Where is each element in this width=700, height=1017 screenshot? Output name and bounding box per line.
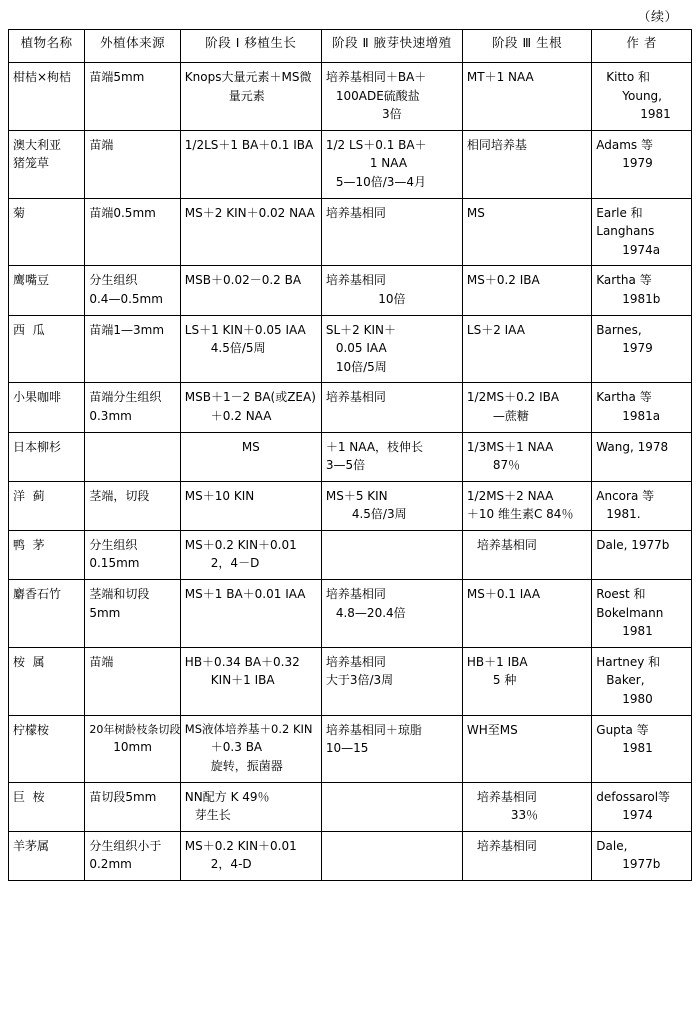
explant-source: 茎端和切段 [89,587,150,602]
explant-source: 茎端，切段 [89,488,150,503]
author-text: 1981 [622,624,653,639]
stage1-text: KIN＋1 IBA [210,673,275,688]
author-text: Bokelmann [596,605,664,620]
table-row [9,198,692,266]
stage3-text: WH至MS [466,722,518,737]
stage3-text: 5 种 [492,673,517,688]
stage3-text: 1/3MS＋1 NAA [466,439,554,454]
stage3-text: HB＋1 IBA [466,654,528,669]
table-row [9,782,692,831]
explant-source: 苗端1—3mm [89,322,165,337]
explant-source: 5mm [89,605,121,620]
plant-name: 小果咖啡 [13,390,62,405]
stage3-text: —蔗糖 [492,408,529,423]
stage1-text: NN配方 K 49％ [184,789,270,804]
continued-marker: （续） [637,10,678,25]
author-text: 1979 [622,341,653,356]
stage2-text: 10—15 [325,741,369,756]
explant-source: 苗端 [89,654,114,669]
stage3-text: 33％ [510,808,539,823]
author-text: 1981 [640,107,671,122]
plant-name: 西 瓜 [13,322,45,337]
author-text: Ancora 等 [596,488,655,503]
stage1-text: MSB＋0.02－0.2 BA [184,273,302,288]
explant-source: 苗切段5mm [89,789,157,804]
table-header-row [9,30,692,63]
table-row [9,831,692,880]
stage3-text: 87％ [492,458,521,473]
stage1-text: Knops大量元素＋MS微 [184,70,312,84]
stage2-text: 大于3倍/3周 [325,673,394,688]
stage1-text: 芽生长 [194,808,231,823]
stage1-text: MS液体培养基＋0.2 KIN [184,721,313,736]
author-text: Baker, [606,673,645,688]
plant-name: 柑桔×枸桔 [13,70,72,84]
stage1-text: 2，4-D [210,857,252,872]
stage1-text: 量元素 [228,88,265,103]
explant-source: 分生组织小于 [89,838,162,853]
author-text: 1974a [622,242,661,257]
stage2-text: 培养基相同 [325,390,386,405]
explant-source: 苗端0.5mm [89,205,156,220]
stage3-text: 培养基相同 [476,838,537,853]
table-row [9,580,692,648]
stage2-text: 10倍 [378,291,406,306]
author-text: 1981a [622,408,661,423]
stage2-text: 5—10倍/3—4月 [335,174,427,189]
stage1-text: MSB＋1－2 BA(或ZEA) [184,390,316,405]
author-text: 1979 [622,156,653,171]
explant-source: 10mm [113,739,152,754]
author-text: Hartney 和 [596,654,661,669]
stage1-text: LS＋1 KIN＋0.05 IAA [184,322,306,337]
explant-source: 苗端 [89,137,114,152]
plant-name: 澳大利亚 [13,137,62,152]
stage2-text: 培养基相同 [325,205,386,220]
plant-name: 麝香石竹 [13,587,62,602]
table-row [9,63,692,131]
table-row [9,481,692,530]
explant-source: 20年树龄枝条切段 [89,722,181,736]
stage2-text: 培养基相同 [325,587,386,602]
plant-name: 巨 桉 [13,789,45,804]
explant-source: 苗端5mm [89,70,145,84]
explant-source: 0.2mm [89,857,132,872]
column-header-author: 作 者 [592,30,692,63]
stage2-text: 培养基相同 [325,273,386,288]
stage2-text: 100ADE硫酸盐 [335,88,420,103]
explant-source: 分生组织 [89,537,138,552]
stage1-text: ＋0.2 NAA [210,408,272,423]
plant-name: 洋 蓟 [13,488,45,503]
author-text: 1974 [622,808,653,823]
stage1-text: ＋0.3 BA [210,740,263,755]
stage3-text: ＋10 维生素C 84％ [466,507,574,522]
table-row [9,715,692,782]
column-header-stage-3: 阶段 Ⅲ 生根 [462,30,591,63]
author-text: 1981b [622,291,661,306]
plant-name: 柠檬桉 [13,722,50,737]
stage3-text: 1/2MS＋2 NAA [466,488,554,503]
table-row [9,130,692,198]
stage3-text: LS＋2 IAA [466,322,525,337]
author-text: defossarol等 [596,789,671,804]
stage3-text: 1/2MS＋0.2 IBA [466,390,560,405]
stage1-text: MS [241,439,260,454]
plant-name: 菊 [13,205,26,220]
explant-source: 苗端分生组织 [89,390,162,405]
stage3-text: 培养基相同 [476,537,537,552]
stage2-text: 10倍/5周 [335,359,387,374]
author-text: Kitto 和 [606,70,651,84]
explant-source: 0.4—0.5mm [89,291,163,306]
stage1-text: MS＋10 KIN [184,488,255,503]
column-header-plant-name: 植物名称 [9,30,85,63]
author-text: Gupta 等 [596,722,649,737]
stage3-text: MS＋0.2 IBA [466,273,540,288]
author-text: Barnes, [596,322,642,337]
table-row [9,432,692,481]
author-text: Wang, 1978 [596,439,669,454]
stage3-text: 相同培养基 [466,137,527,152]
stage3-text: 培养基相同 [476,789,537,804]
column-header-explant-source: 外植体来源 [85,30,180,63]
stage1-text: HB＋0.34 BA＋0.32 [184,654,300,669]
stage3-text: MT＋1 NAA [466,70,534,84]
plant-name: 鹰嘴豆 [13,273,50,288]
plant-name: 鸭 茅 [13,537,45,552]
stage1-text: MS＋0.2 KIN＋0.01 [184,537,297,552]
stage3-text: MS＋0.1 IAA [466,587,541,602]
column-header-stage-1: 阶段 I 移植生长 [180,30,321,63]
stage2-text: 0.05 IAA [335,341,387,356]
stage1-text: 2，4－D [210,556,260,571]
table-row [9,266,692,315]
column-header-stage-2: 阶段 Ⅱ 腋芽快速增殖 [321,30,462,63]
author-text: Langhans [596,224,655,239]
author-text: 1981. [606,507,641,522]
table-row [9,315,692,383]
author-text: Kartha 等 [596,390,652,405]
stage2-text: 培养基相同 [325,654,386,669]
author-text: Adams 等 [596,137,653,152]
table-row [9,383,692,432]
data-table [8,29,692,881]
author-text: 1980 [622,692,653,707]
stage2-text: 4.8—20.4倍 [335,605,406,620]
plant-name: 日本柳杉 [13,439,62,454]
table-row [9,647,692,715]
stage1-text: 1/2LS＋1 BA＋0.1 IBA [184,137,314,152]
author-text: Earle 和 [596,205,643,220]
explant-source: 0.3mm [89,408,132,423]
explant-source: 分生组织 [89,273,138,288]
stage1-text: MS＋0.2 KIN＋0.01 [184,838,297,853]
table-body [9,63,692,881]
explant-source: 0.15mm [89,556,140,571]
author-text: 1981 [622,741,653,756]
stage2-text: 培养基相同＋BA＋ [325,70,427,84]
stage2-text: SL＋2 KIN＋ [325,322,396,337]
stage1-text: MS＋2 KIN＋0.02 NAA [184,205,315,220]
author-text: Roest 和 [596,587,646,602]
stage2-text: 3倍 [382,107,402,122]
stage1-text: MS＋1 BA＋0.01 IAA [184,587,306,602]
author-text: 1977b [622,857,661,872]
stage2-text: 4.5倍/3周 [351,507,407,522]
table-row [9,530,692,579]
stage2-text: 1 NAA [369,156,408,171]
plant-name: 羊茅属 [13,838,50,853]
stage2-text: ＋1 NAA，枝伸长 [325,439,424,454]
stage2-text: 3—5倍 [325,458,366,473]
stage2-text: 培养基相同＋琼脂 [325,722,422,737]
author-text: Dale, 1977b [596,537,670,552]
stage1-text: 旋转，振菌器 [210,759,283,774]
stage3-text: MS [466,205,485,220]
author-text: Dale, [596,838,628,853]
author-text: Kartha 等 [596,273,652,288]
plant-name: 猪笼草 [13,156,50,171]
stage1-text: 4.5倍/5周 [210,341,266,356]
author-text: Young, [622,88,662,103]
stage2-text: 1/2 LS＋0.1 BA＋ [325,137,427,152]
plant-name: 桉 属 [13,654,45,669]
stage2-text: MS＋5 KIN [325,488,388,503]
